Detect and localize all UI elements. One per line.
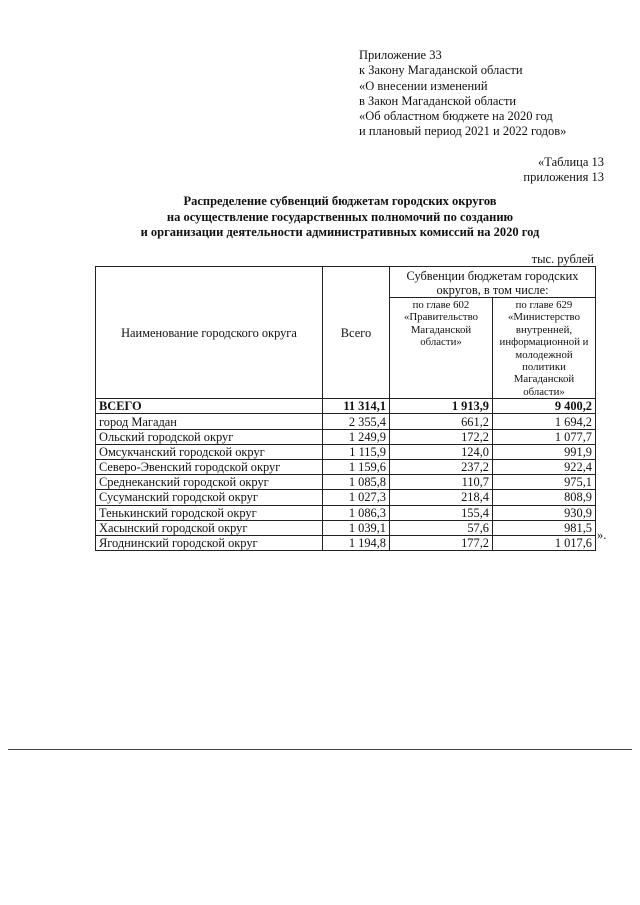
row-chapter-602: 218,4 xyxy=(390,490,493,505)
row-chapter-629: 991,9 xyxy=(493,444,596,459)
appendix-line: в Закон Магаданской области xyxy=(359,93,517,108)
table-row xyxy=(96,475,596,490)
title-line: Распределение субвенций бюджетам городских округов xyxy=(183,194,497,208)
appendix-line: к Закону Магаданской области xyxy=(359,63,523,78)
row-district-name: Северо-Эвенский городской округ xyxy=(96,460,323,475)
appendix-line: «О внесении изменений xyxy=(359,78,488,93)
table-row xyxy=(96,414,596,429)
total-row-total: 11 314,1 xyxy=(323,399,390,414)
table-row xyxy=(96,490,596,505)
row-district-name: Ягоднинский городской округ xyxy=(96,535,323,550)
row-chapter-602: 57,6 xyxy=(390,520,493,535)
title-line: на осуществление государственных полномочий по созданию xyxy=(166,209,514,224)
row-district-name: Сусуманский городской округ xyxy=(96,490,323,505)
appendix-block xyxy=(359,48,566,140)
row-total: 1 249,9 xyxy=(323,429,390,444)
header-subventions-group: Субвенции бюджетам городских округов, в том числе: xyxy=(390,267,596,298)
row-district-name: город Магадан xyxy=(96,414,323,429)
row-total: 1 086,3 xyxy=(323,505,390,520)
table-row xyxy=(96,535,596,550)
table-ref-line: «Таблица 13 xyxy=(538,155,604,169)
row-total: 1 085,8 xyxy=(323,475,390,490)
row-chapter-602: 155,4 xyxy=(390,505,493,520)
header-total: Всего xyxy=(323,267,390,399)
row-chapter-629: 1 077,7 xyxy=(493,429,596,444)
row-district-name: Тенькинский городской округ xyxy=(96,505,323,520)
row-chapter-602: 237,2 xyxy=(390,460,493,475)
row-chapter-629: 808,9 xyxy=(493,490,596,505)
row-district-name: Среднеканский городской округ xyxy=(96,475,323,490)
header-district-name: Наименование городского округа xyxy=(96,267,323,399)
row-chapter-602: 124,0 xyxy=(390,444,493,459)
document-title xyxy=(80,194,600,241)
total-row xyxy=(96,399,596,414)
appendix-line: и плановый период 2021 и 2022 годов» xyxy=(359,124,567,139)
row-total: 1 115,9 xyxy=(323,444,390,459)
table-ref-line: приложения 13 xyxy=(523,170,604,185)
row-district-name: Хасынский городской округ xyxy=(96,520,323,535)
row-district-name: Ольский городской округ xyxy=(96,429,323,444)
row-chapter-629: 975,1 xyxy=(493,475,596,490)
table-reference xyxy=(523,155,604,186)
row-total: 1 027,3 xyxy=(323,490,390,505)
total-row-name: ВСЕГО xyxy=(96,399,323,414)
row-chapter-602: 177,2 xyxy=(390,535,493,550)
table-row xyxy=(96,520,596,535)
subvention-table xyxy=(95,266,596,551)
row-chapter-602: 661,2 xyxy=(390,414,493,429)
row-chapter-629: 981,5 xyxy=(493,520,596,535)
table-row xyxy=(96,429,596,444)
appendix-line: «Об областном бюджете на 2020 год xyxy=(359,109,553,124)
row-chapter-629: 930,9 xyxy=(493,505,596,520)
row-chapter-602: 172,2 xyxy=(390,429,493,444)
header-chapter-629: по главе 629 «Министерство внутренней, информационной и молодежной политики Магаданской области» xyxy=(493,298,596,399)
table-row xyxy=(96,505,596,520)
table-row xyxy=(96,444,596,459)
row-chapter-629: 1 017,6 xyxy=(493,535,596,550)
row-chapter-629: 1 694,2 xyxy=(493,414,596,429)
page-divider xyxy=(8,749,632,750)
closing-quote: ». xyxy=(597,528,607,542)
row-chapter-602: 110,7 xyxy=(390,475,493,490)
row-total: 1 039,1 xyxy=(323,520,390,535)
header-chapter-602: по главе 602 «Правительство Магаданской области» xyxy=(390,298,493,399)
row-district-name: Омсукчанский городской округ xyxy=(96,444,323,459)
total-row-629: 9 400,2 xyxy=(493,399,596,414)
table-row xyxy=(96,460,596,475)
total-row-602: 1 913,9 xyxy=(390,399,493,414)
row-total: 1 194,8 xyxy=(323,535,390,550)
row-total: 1 159,6 xyxy=(323,460,390,475)
row-total: 2 355,4 xyxy=(323,414,390,429)
row-chapter-629: 922,4 xyxy=(493,460,596,475)
units-label: тыс. рублей xyxy=(531,252,594,266)
appendix-line: Приложение 33 xyxy=(359,48,442,62)
title-line: и организации деятельности административных комиссий на 2020 год xyxy=(140,225,540,240)
